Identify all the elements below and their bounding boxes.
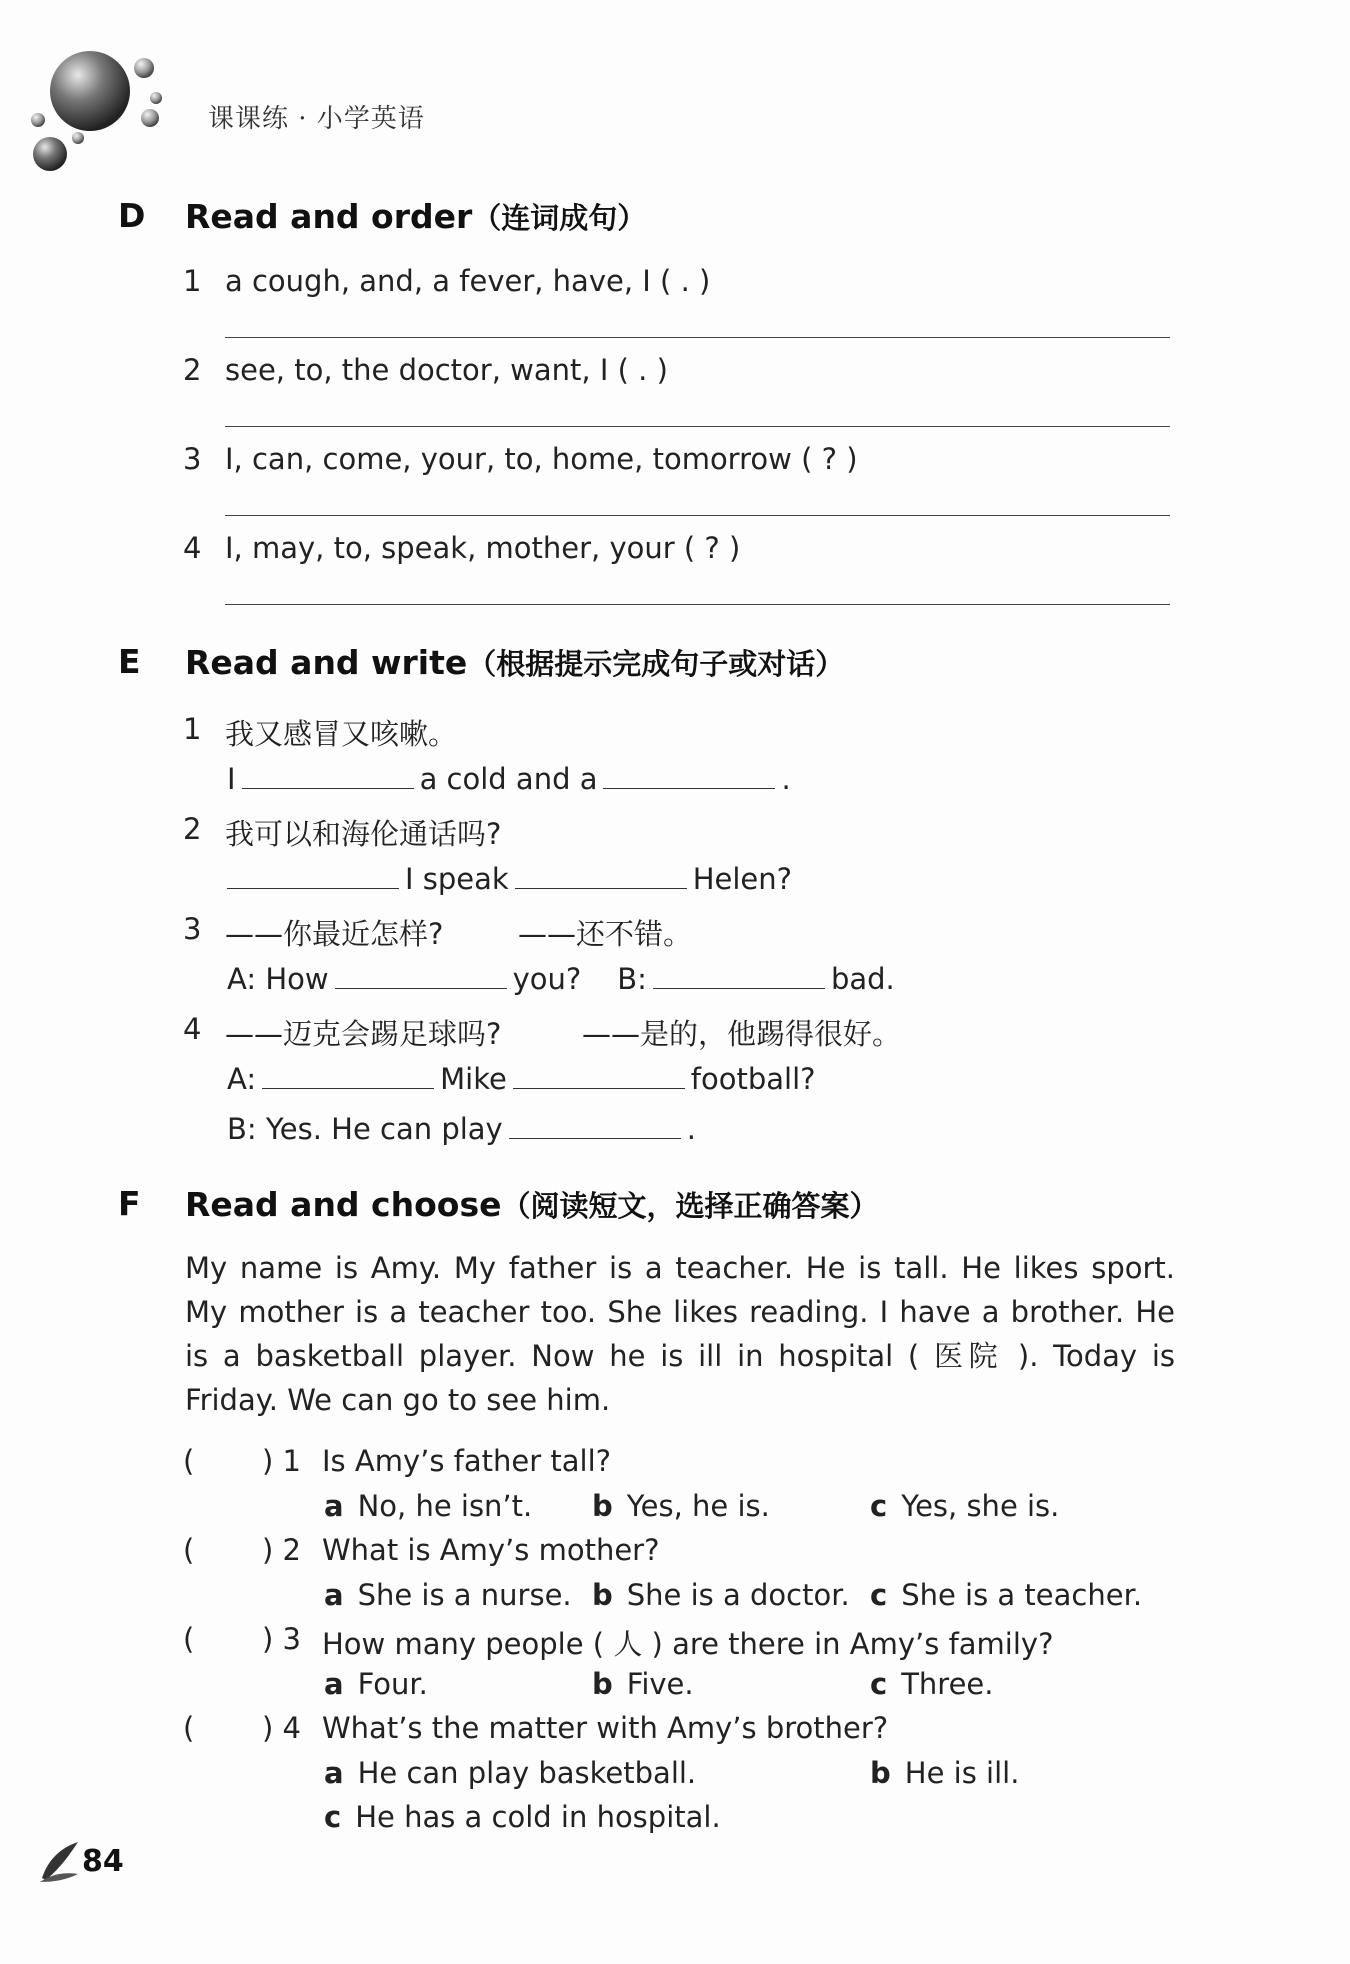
e4-blank-3[interactable] — [509, 1112, 681, 1139]
e2-blank-2[interactable] — [515, 862, 687, 889]
section-d-title — [185, 196, 646, 237]
q3-option-c[interactable] — [870, 1667, 994, 1701]
q4-option-b-text: He is ill. — [904, 1756, 1020, 1790]
q3-number: 3 — [282, 1622, 301, 1656]
e4-part-a: A: — [227, 1062, 257, 1096]
q3-answer-open[interactable]: ( — [183, 1622, 195, 1656]
q4-number: 4 — [282, 1711, 301, 1745]
q2-option-c-key: c — [870, 1578, 888, 1612]
e3-chinese-a: ——你最近怎样? — [225, 917, 444, 951]
e1-english — [227, 762, 791, 796]
e2-part-a: I speak — [405, 862, 509, 896]
q2-option-a-text: She is a nurse. — [357, 1578, 572, 1612]
q1-option-a-key: a — [324, 1489, 344, 1523]
e1-part-a: I — [227, 762, 236, 796]
e4-part-c: football? — [690, 1062, 816, 1096]
section-f-title-en: Read and choose — [185, 1185, 502, 1224]
d2-number: 2 — [183, 353, 202, 387]
e3-number: 3 — [183, 912, 202, 946]
q4-option-b[interactable] — [870, 1756, 1019, 1790]
q4-answer-open[interactable]: ( — [183, 1711, 195, 1745]
q3-option-a-key: a — [324, 1667, 344, 1701]
d1-number: 1 — [183, 264, 202, 298]
e4-blank-2[interactable] — [513, 1062, 685, 1089]
section-f-letter: F — [118, 1184, 141, 1223]
e2-part-b: Helen? — [692, 862, 793, 896]
e3-part-c: B: — [617, 962, 647, 996]
section-e-title — [185, 642, 844, 683]
q1-text: Is Amy’s father tall? — [322, 1444, 612, 1478]
q1-number: 1 — [282, 1444, 301, 1478]
e4-part-d: B: Yes. He can play — [227, 1112, 503, 1146]
q1-option-a[interactable] — [324, 1489, 532, 1523]
e3-blank-2[interactable] — [653, 962, 825, 989]
e2-english — [221, 862, 792, 896]
q1-option-c[interactable] — [870, 1489, 1059, 1523]
q2-option-c-text: She is a teacher. — [901, 1578, 1143, 1612]
section-d-subtitle: （连词成句） — [472, 201, 647, 235]
q4-option-c[interactable] — [324, 1800, 721, 1834]
q4-option-c-key: c — [324, 1800, 342, 1834]
section-e-title-en: Read and write — [185, 643, 468, 682]
q1-answer-close: ) 1 — [262, 1444, 301, 1478]
page-number: 84 — [82, 1844, 124, 1879]
q3-option-a[interactable] — [324, 1667, 428, 1701]
leaf-icon — [38, 1838, 84, 1884]
section-e-subtitle: （根据提示完成句子或对话） — [467, 647, 845, 681]
e1-blank-1[interactable] — [242, 762, 414, 789]
q2-option-a[interactable] — [324, 1578, 572, 1612]
q2-option-c[interactable] — [870, 1578, 1142, 1612]
section-f-subtitle: （阅读短文，选择正确答案） — [501, 1189, 879, 1223]
section-e-letter: E — [118, 642, 141, 681]
q1-answer-open[interactable]: ( — [183, 1444, 195, 1478]
d4-number: 4 — [183, 531, 202, 565]
e4-part-e: . — [686, 1112, 696, 1146]
q1-option-c-text: Yes, she is. — [901, 1489, 1060, 1523]
e3-chinese-b: ——还不错。 — [518, 917, 693, 951]
e1-chinese: 我又感冒又咳嗽。 — [225, 717, 458, 751]
e2-blank-1[interactable] — [227, 862, 399, 889]
d1-text: a cough, and, a fever, have, I ( . ) — [225, 264, 711, 298]
d2-answer-line[interactable] — [225, 426, 1170, 427]
q2-option-b-text: She is a doctor. — [626, 1578, 850, 1612]
d4-answer-line[interactable] — [225, 604, 1170, 605]
q4-option-a-key: a — [324, 1756, 344, 1790]
e2-chinese: 我可以和海伦通话吗? — [225, 817, 502, 851]
e4-blank-1[interactable] — [262, 1062, 434, 1089]
d3-text: I, can, come, your, to, home, tomorrow ( ? ) — [225, 442, 858, 476]
q4-option-a[interactable] — [324, 1756, 696, 1790]
e1-number: 1 — [183, 712, 202, 746]
q2-text: What is Amy’s mother? — [322, 1533, 660, 1567]
q3-text: How many people ( 人 ) are there in Amy’s family? — [322, 1627, 1054, 1661]
bubbles-logo-icon — [28, 46, 168, 176]
e1-part-c: . — [781, 762, 791, 796]
d2-text: see, to, the doctor, want, I ( . ) — [225, 353, 668, 387]
d1-answer-line[interactable] — [225, 337, 1170, 338]
q4-option-b-key: b — [870, 1756, 891, 1790]
e4-english-b — [227, 1112, 696, 1146]
section-f-title — [185, 1184, 878, 1225]
q2-answer-open[interactable]: ( — [183, 1533, 195, 1567]
q3-answer-close: ) 3 — [262, 1622, 301, 1656]
e3-part-a: A: How — [227, 962, 329, 996]
q4-option-c-text: He has a cold in hospital. — [355, 1800, 721, 1834]
q3-option-c-key: c — [870, 1667, 888, 1701]
d4-text: I, may, to, speak, mother, your ( ? ) — [225, 531, 741, 565]
q4-text: What’s the matter with Amy’s brother? — [322, 1711, 889, 1745]
reading-passage: My name is Amy. My father is a teacher. He is tall. He likes sport. My mother is a teacher too. She likes reading. I have a brother. He is a basketball player. Now he is ill in hospital ( 医院 ). Today is Friday. We can go to see him. — [185, 1251, 1175, 1417]
q2-option-a-key: a — [324, 1578, 344, 1612]
e4-part-b: Mike — [440, 1062, 507, 1096]
e1-part-b: a cold and a — [419, 762, 598, 796]
q4-option-a-text: He can play basketball. — [357, 1756, 697, 1790]
e4-chinese-b: ——是的，他踢得很好。 — [582, 1017, 902, 1051]
q4-answer-close: ) 4 — [262, 1711, 301, 1745]
q1-option-b-text: Yes, he is. — [626, 1489, 770, 1523]
book-title: 课课练 · 小学英语 — [208, 104, 425, 134]
section-d-letter: D — [118, 196, 146, 235]
q1-option-c-key: c — [870, 1489, 888, 1523]
e4-chinese-a: ——迈克会踢足球吗? — [225, 1017, 502, 1051]
q1-option-b-key: b — [592, 1489, 613, 1523]
e4-number: 4 — [183, 1012, 202, 1046]
q3-option-b[interactable] — [592, 1667, 694, 1701]
e4-english-a — [227, 1062, 816, 1096]
q1-option-b[interactable] — [592, 1489, 770, 1523]
section-d-title-en: Read and order — [185, 197, 473, 236]
d3-answer-line[interactable] — [225, 515, 1170, 516]
q1-option-a-text: No, he isn’t. — [357, 1489, 533, 1523]
e1-blank-2[interactable] — [603, 762, 775, 789]
e3-blank-1[interactable] — [335, 962, 507, 989]
d3-number: 3 — [183, 442, 202, 476]
e2-number: 2 — [183, 812, 202, 846]
q2-number: 2 — [282, 1533, 301, 1567]
e3-part-b: you? — [512, 962, 582, 996]
q2-answer-close: ) 2 — [262, 1533, 301, 1567]
e3-part-d: bad. — [830, 962, 895, 996]
e3-english — [227, 962, 895, 996]
q2-option-b-key: b — [592, 1578, 613, 1612]
q2-option-b[interactable] — [592, 1578, 850, 1612]
q3-option-a-text: Four. — [357, 1667, 428, 1701]
q3-option-b-text: Five. — [626, 1667, 694, 1701]
q3-option-b-key: b — [592, 1667, 613, 1701]
q3-option-c-text: Three. — [901, 1667, 994, 1701]
